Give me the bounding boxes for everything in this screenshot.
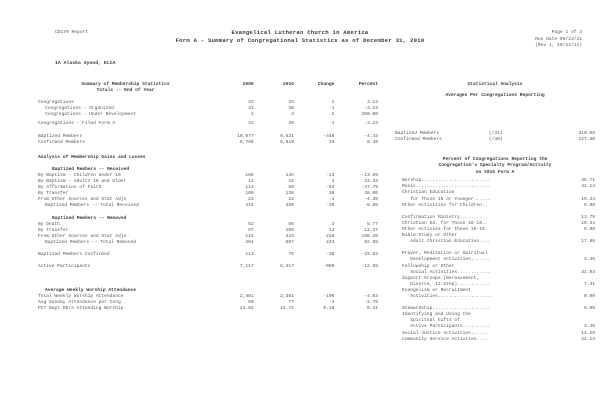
row-label: By Baptism - Adults 16 and Older (38, 179, 127, 185)
row-label: Avg Sunday Attendance per Cong (38, 300, 121, 306)
header-meta (535, 30, 582, 50)
attendance-rows (38, 294, 378, 312)
cell-2009: 10,077 (237, 133, 254, 139)
specialty-label: Worship......................... (402, 178, 491, 184)
cell-percent: -3.23 (364, 121, 378, 127)
specialty-value: 6.90 (583, 202, 595, 208)
row-label: PCT Bapt Mbrs Attending Worship (38, 306, 124, 312)
page-number: Page 1 of 3 (551, 30, 582, 35)
row-label: Active Participants (38, 264, 91, 270)
cell-2009: 80 (248, 300, 254, 306)
specialty-value: 13.79 (581, 214, 595, 220)
cell-percent: -12.65 (361, 264, 378, 270)
cell-2010: 3 (291, 112, 294, 118)
specialty-value: 0.00 (583, 306, 595, 312)
cell-percent: -3.23 (364, 106, 378, 112)
specialty-value: 3.45 (583, 257, 595, 263)
row-label: From Other Sources and Stat Adjs (38, 197, 127, 203)
cell-2009: 1 (250, 112, 254, 118)
row-label: Congregations - Organized (45, 106, 114, 112)
specialty-value: 32.14 (581, 184, 595, 190)
form-title: Form A - Summary of Congregational Statistics as of December 31, 2010 (175, 37, 425, 44)
received-rows (38, 173, 378, 210)
cell-2009: 2,481 (239, 294, 254, 300)
cell-2010: 9,631 (280, 133, 294, 139)
removed-rows (38, 222, 378, 246)
members-rows (38, 134, 378, 146)
spacer (395, 143, 595, 157)
specialty-label: Spiritual Gifts of (402, 318, 460, 324)
percent-title-line2: Congregation's Specialty Program/Activity (438, 163, 552, 169)
membership-statistics-table (38, 82, 378, 313)
row-label: Baptized Members -- Total Removed (45, 239, 136, 245)
percent-title-line1: Percent of Congregations Reporting the (442, 157, 548, 162)
average-label: Confirmed Members (395, 136, 442, 142)
cell-2010: 507 (285, 239, 294, 245)
row-label: Congregations - Under Development (45, 112, 136, 118)
cell-change: -3 (328, 300, 335, 306)
averages-table (395, 131, 595, 143)
column-header-percent: Percent (358, 82, 378, 87)
average-divisor: (/30) (488, 136, 503, 142)
row-label: By Baptism - Children Under 16 (38, 172, 121, 178)
cell-percent: 3.13 (366, 100, 378, 106)
row-label: Baptized Members (38, 133, 83, 139)
specialty-label: Active Participants.......... (402, 324, 491, 330)
cell-2009: 6,786 (239, 139, 254, 145)
specialty-label: Other Activies for those 16-19. (402, 226, 488, 232)
cell-change: -36 (326, 203, 335, 209)
cell-percent: -47.79 (361, 185, 378, 191)
specialty-label: Social Justice Activities...... (402, 330, 488, 336)
cell-2010: 33 (288, 100, 294, 106)
cell-2010: 109 (285, 227, 294, 233)
cell-2010: 6,819 (280, 139, 294, 145)
cell-2010: 138 (285, 191, 294, 197)
specialty-label: for Those 15 or Younger...... (402, 196, 491, 202)
run-date: Run Date 09/23/11 (535, 36, 582, 42)
specialty-label: Other Activities for Children.. (402, 202, 488, 208)
cell-percent: -4.43 (364, 133, 378, 139)
specialty-value: 17.86 (581, 239, 595, 245)
average-value: 310.68 (578, 130, 595, 136)
cell-change: -23 (326, 172, 335, 178)
cell-change: -1 (328, 197, 335, 203)
cell-change: 33 (328, 139, 335, 145)
specialty-value: 6.90 (583, 226, 595, 232)
cell-percent: -13.69 (361, 172, 378, 178)
page-header (0, 30, 600, 60)
specialty-value: 0.00 (583, 294, 595, 299)
cell-2009: 31 (248, 121, 254, 127)
report-id: CD170 Report (55, 30, 89, 35)
cell-2009: 416 (245, 203, 254, 209)
cell-2009: 23 (248, 197, 254, 203)
cell-2009: 100 (245, 191, 254, 197)
cell-change: 1 (331, 100, 335, 106)
specialty-value: 31.03 (581, 269, 595, 275)
cell-percent: 92.05 (364, 239, 378, 245)
cell-2010: 145 (285, 172, 294, 178)
cell-2009: 264 (245, 239, 254, 245)
cell-2010: 24.72 (280, 306, 294, 312)
cell-2010: 6,217 (280, 264, 294, 270)
row-label: By Transfer (38, 227, 69, 233)
specialty-label: Adult Christian Education.... (402, 239, 491, 245)
specialty-label: Music........................... (402, 184, 491, 190)
row-label: Confirmed Members (38, 139, 85, 145)
percent-title-line3: on 2010 Form A (475, 169, 515, 175)
specialty-label: Fellowship or Other (402, 263, 455, 269)
average-value: 227.30 (578, 136, 595, 142)
synod-name: 1A Alaska Synod, ELCA (55, 61, 116, 66)
specialty-value: 7.41 (583, 281, 595, 287)
cell-percent: -33.63 (361, 251, 378, 257)
specialty-value: 14.29 (581, 330, 595, 336)
cell-2009: 113 (245, 185, 254, 191)
row-label: Total Weekly Worship Attendance (38, 294, 124, 300)
specialty-row (395, 337, 595, 343)
averages-title: Averages Per Congregations Reporting (445, 93, 545, 99)
specialty-label: Activities.................... (402, 294, 493, 299)
column-header-change: Change (317, 82, 335, 87)
specialty-label: Development Activities....... (402, 257, 491, 263)
row-label: Baptized Members Confirmed (38, 251, 110, 257)
specialty-label: Social Activities............ (402, 269, 491, 275)
cell-2009: 113 (245, 251, 254, 257)
specialty-value: 24.14 (581, 336, 595, 342)
cell-2010: 380 (285, 203, 294, 209)
cell-percent: 0.41 (366, 306, 378, 312)
cell-2010: 30 (288, 121, 294, 127)
cell-2010: 75 (288, 251, 294, 257)
cell-percent: -3.75 (364, 300, 378, 306)
specialty-label: Christian Ed. for Those 16-19.. (402, 220, 488, 226)
cell-percent: 38.00 (364, 191, 378, 197)
column-header-2009: 2009 (242, 82, 254, 87)
specialty-value: 3.45 (583, 324, 595, 330)
cell-2010: 16 (288, 179, 294, 185)
cell-2009: 24.62 (239, 306, 254, 312)
specialty-label: Divorce, 12-Step)............ (402, 281, 491, 287)
cell-change: -1 (328, 121, 335, 127)
specialty-label: Prayer, Meditation or Spiritual (402, 251, 488, 257)
cell-2009: 97 (248, 227, 254, 233)
specialty-label: Stewardship..................... (402, 306, 491, 312)
cell-2010: 59 (288, 185, 294, 191)
cell-2009: 52 (248, 221, 254, 227)
cell-2010: 77 (288, 300, 294, 306)
cell-percent: -8.65 (364, 203, 378, 209)
row-label: By Transfer (38, 191, 69, 197)
cell-2010: 22 (288, 197, 294, 203)
specialty-label: Confirmation Ministry.......... (402, 214, 488, 220)
cell-percent: 12.37 (364, 227, 378, 233)
cell-change: 228 (326, 233, 335, 239)
cell-2010: 30 (288, 106, 294, 112)
cell-change: 12 (328, 227, 335, 233)
cell-change: 2 (331, 112, 335, 118)
cell-change: -54 (326, 185, 335, 191)
received-section-title: Baptized Members -- Received (52, 166, 130, 172)
cell-change: -446 (323, 133, 335, 139)
cell-2010: 343 (285, 233, 294, 239)
specialty-label: Bible Study or Other (402, 233, 458, 239)
cell-percent: 0.49 (366, 139, 378, 145)
specialty-program-table (395, 178, 595, 343)
cell-2009: 32 (248, 100, 254, 106)
specialty-label: Identifying and Using the (402, 312, 471, 318)
cell-percent: -4.35 (364, 197, 378, 203)
column-header-2010: 2010 (282, 82, 294, 87)
cell-2010: 2,381 (280, 294, 294, 300)
specialty-label: Support Groups (Bereavement, (402, 275, 480, 281)
row-label: By Affirmation of Faith (38, 185, 102, 191)
specialty-label: Christian Education (402, 190, 455, 196)
row-label: By Death (38, 221, 61, 227)
cell-2009: 115 (245, 233, 254, 239)
totals-rows (38, 100, 378, 118)
cell-percent: -4.03 (364, 294, 378, 300)
revision-note: (Rev 1, 10/22/11) (535, 43, 582, 49)
specialty-label: Community Service Activites.... (402, 336, 488, 342)
removed-section-title: Baptized Members -- Removed (52, 215, 127, 221)
row-label: Congregations - Filed Form A (38, 121, 116, 127)
membership-statistics-section (38, 82, 378, 313)
cell-change: -100 (323, 294, 335, 300)
cell-change: -1 (328, 106, 335, 112)
cell-change: 38 (328, 191, 335, 197)
report-title-block (0, 30, 600, 44)
cell-change: -38 (326, 251, 335, 257)
organization-name: Evangelical Lutheran Church in America (231, 29, 369, 36)
table-row (38, 306, 378, 312)
row-label: From Other Sources and Stat Adjs (38, 233, 127, 239)
totals-subtitle: Totals -- End of Year (96, 88, 155, 94)
specialty-value: 10.34 (581, 220, 595, 226)
attendance-section-title: Average Weekly Worship Attendance (45, 288, 136, 294)
row-label: Congregations (38, 100, 74, 106)
analysis-title: Analysis of Membership Gains and Losses (38, 154, 146, 160)
cell-change: 0.10 (323, 306, 335, 312)
statistical-analysis-section (395, 82, 595, 343)
average-divisor: (/31) (488, 130, 503, 136)
cell-change: 243 (326, 239, 335, 245)
cell-change: 3 (331, 221, 335, 227)
cell-2010: 55 (288, 221, 294, 227)
specialty-value: 35.71 (581, 178, 595, 184)
statistical-analysis-title: Statistical Analysis (467, 82, 523, 87)
summary-title: Summary of Membership Statistics (81, 82, 170, 87)
specialty-value: 10.34 (581, 196, 595, 202)
cell-2009: 168 (245, 172, 254, 178)
average-label: Baptized Members (395, 130, 440, 136)
cell-percent: 33.33 (364, 179, 378, 185)
cell-2009: 7,117 (239, 264, 254, 270)
cell-2009: 31 (248, 106, 254, 112)
specialty-label: Evangelism or Recruitment (402, 287, 471, 293)
cell-2009: 12 (248, 179, 254, 185)
cell-percent: 200.00 (361, 112, 378, 118)
row-label: Baptized Members -- Total Received (45, 203, 139, 209)
cell-change: -900 (323, 264, 335, 270)
cell-percent: 198.26 (361, 233, 378, 239)
cell-percent: 5.77 (366, 221, 378, 227)
cell-change: 4 (331, 179, 335, 185)
